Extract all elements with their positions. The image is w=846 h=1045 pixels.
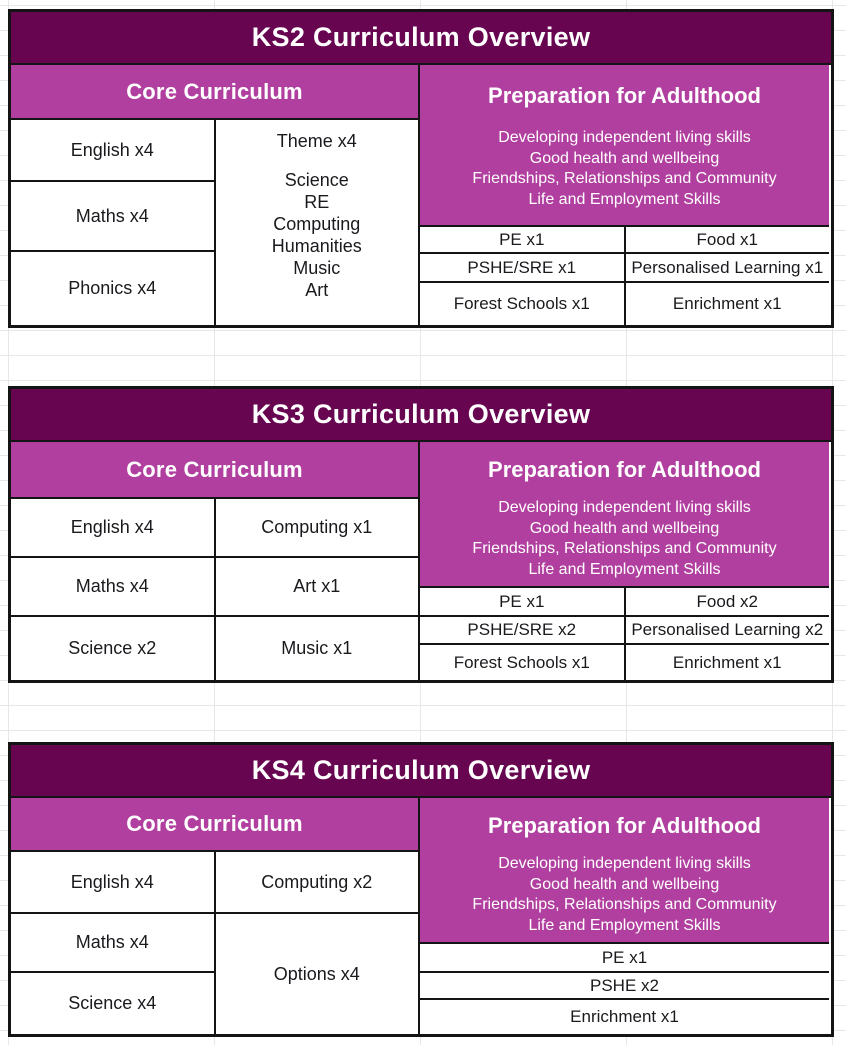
ks3-core-curriculum-panel: [11, 442, 420, 680]
ks3-prep-cell-pshe: PSHE/SRE x2: [420, 617, 624, 643]
ks4-prep-cell-enrichment: Enrichment x1: [420, 1000, 829, 1034]
ks3-prep-panel: [420, 442, 829, 680]
ks3-prep-cell-pe: PE x1: [420, 588, 624, 615]
ks2-theme-subject: Science: [284, 170, 349, 190]
ks4-body: [11, 798, 831, 1034]
ks3-prep-cell-food: Food x2: [626, 588, 830, 615]
ks3-prep-cell-personalised: Personalised Learning x2: [626, 617, 830, 643]
ks2-theme-list: [272, 169, 362, 301]
ks2-theme-title: Theme x4: [276, 131, 357, 151]
ks4-title: KS4 Curriculum Overview: [251, 755, 591, 785]
ks2-prep-heading: Preparation for Adulthood: [488, 83, 761, 108]
ks3-prep-heading: Preparation for Adulthood: [488, 457, 761, 482]
ks3-prep-cell-enrichment: Enrichment x1: [626, 645, 830, 680]
ks2-prep-block: [420, 65, 829, 227]
ks2-prep-cell-pshe: PSHE/SRE x1: [420, 254, 624, 281]
ks3-title: KS3 Curriculum Overview: [251, 399, 591, 429]
ks2-core-grid: [11, 120, 418, 325]
ks3-title-bar: [11, 389, 831, 442]
ks2-title: KS2 Curriculum Overview: [251, 22, 591, 52]
ks3-core-cell-science: Science x2: [11, 617, 214, 680]
ks4-prep-description: [472, 854, 776, 936]
ks3-prep-line: Developing independent living skills: [498, 499, 751, 516]
ks3-core-cell-art: Art x1: [216, 558, 419, 615]
ks2-table: [8, 9, 834, 328]
ks4-core-grid: [11, 852, 418, 1034]
ks2-prep-line: Life and Employment Skills: [528, 190, 721, 208]
ks3-body: [11, 442, 831, 680]
ks4-core-header: [11, 798, 418, 852]
ks2-core-heading: Core Curriculum: [126, 78, 303, 104]
ks3-core-cell-music: Music x1: [216, 617, 419, 680]
ks2-core-cell-theme: [216, 120, 419, 325]
ks4-title-bar: [11, 745, 831, 798]
ks4-prep-line: Life and Employment Skills: [528, 916, 721, 934]
ks4-core-cell-english: English x4: [11, 852, 214, 912]
ks2-theme-subject: Humanities: [271, 236, 362, 256]
ks4-core-cell-options: Options x4: [216, 914, 419, 1034]
ks4-prep-panel: [420, 798, 829, 1034]
ks3-core-header: [11, 442, 418, 499]
ks4-prep-cell-pshe: PSHE x2: [420, 973, 829, 998]
ks3-prep-grid: [420, 588, 829, 680]
ks2-prep-cell-forest: Forest Schools x1: [420, 283, 624, 325]
ks4-prep-grid: [420, 944, 829, 1034]
ks2-theme-subject: Music: [293, 258, 341, 278]
ks2-theme-subject: Computing: [273, 214, 361, 234]
ks2-prep-cell-pe: PE x1: [420, 227, 624, 252]
ks3-prep-line: Good health and wellbeing: [529, 519, 720, 537]
ks2-prep-description: [472, 128, 776, 210]
ks4-prep-line: Friendships, Relationships and Community: [472, 896, 777, 913]
ks4-core-cell-science: Science x4: [11, 973, 214, 1034]
ks2-prep-line: Good health and wellbeing: [529, 149, 720, 167]
ks2-core-curriculum-panel: [11, 65, 420, 325]
ks3-core-cell-computing: Computing x1: [216, 499, 419, 556]
ks2-core-cell-phonics: Phonics x4: [11, 252, 214, 325]
ks2-prep-line: Developing independent living skills: [498, 129, 751, 146]
ks3-prep-line: Friendships, Relationships and Community: [472, 540, 777, 557]
ks3-core-cell-maths: Maths x4: [11, 558, 214, 615]
ks2-core-cell-maths: Maths x4: [11, 182, 214, 250]
ks2-theme-subject: RE: [304, 192, 330, 212]
ks4-table: [8, 742, 834, 1037]
ks2-prep-line: Friendships, Relationships and Community: [472, 170, 777, 187]
ks2-core-cell-english: English x4: [11, 120, 214, 180]
ks2-theme-subject: Art: [305, 280, 329, 300]
ks4-prep-cell-pe: PE x1: [420, 944, 829, 971]
ks3-prep-line: Life and Employment Skills: [528, 560, 721, 578]
ks4-core-cell-maths: Maths x4: [11, 914, 214, 971]
ks4-prep-block: [420, 798, 829, 944]
ks4-core-heading: Core Curriculum: [126, 811, 303, 836]
ks3-core-cell-english: English x4: [11, 499, 214, 556]
ks2-title-bar: [11, 12, 831, 65]
ks3-core-grid: [11, 499, 418, 680]
ks4-prep-line: Developing independent living skills: [498, 855, 751, 872]
ks2-body: [11, 65, 831, 325]
ks2-prep-panel: [420, 65, 829, 325]
ks3-prep-cell-forest: Forest Schools x1: [420, 645, 624, 680]
ks2-prep-grid: [420, 227, 829, 325]
ks2-prep-cell-personalised: Personalised Learning x1: [626, 254, 830, 281]
ks4-core-curriculum-panel: [11, 798, 420, 1034]
ks2-prep-cell-enrichment: Enrichment x1: [626, 283, 830, 325]
ks3-prep-description: [472, 498, 776, 580]
ks4-core-cell-computing: Computing x2: [216, 852, 419, 912]
ks2-core-header: [11, 65, 418, 120]
ks3-table: [8, 386, 834, 683]
ks2-prep-cell-food: Food x1: [626, 227, 830, 252]
ks4-prep-line: Good health and wellbeing: [529, 875, 720, 893]
ks3-core-heading: Core Curriculum: [126, 456, 303, 482]
ks3-prep-block: [420, 442, 829, 588]
ks4-prep-heading: Preparation for Adulthood: [488, 813, 761, 838]
